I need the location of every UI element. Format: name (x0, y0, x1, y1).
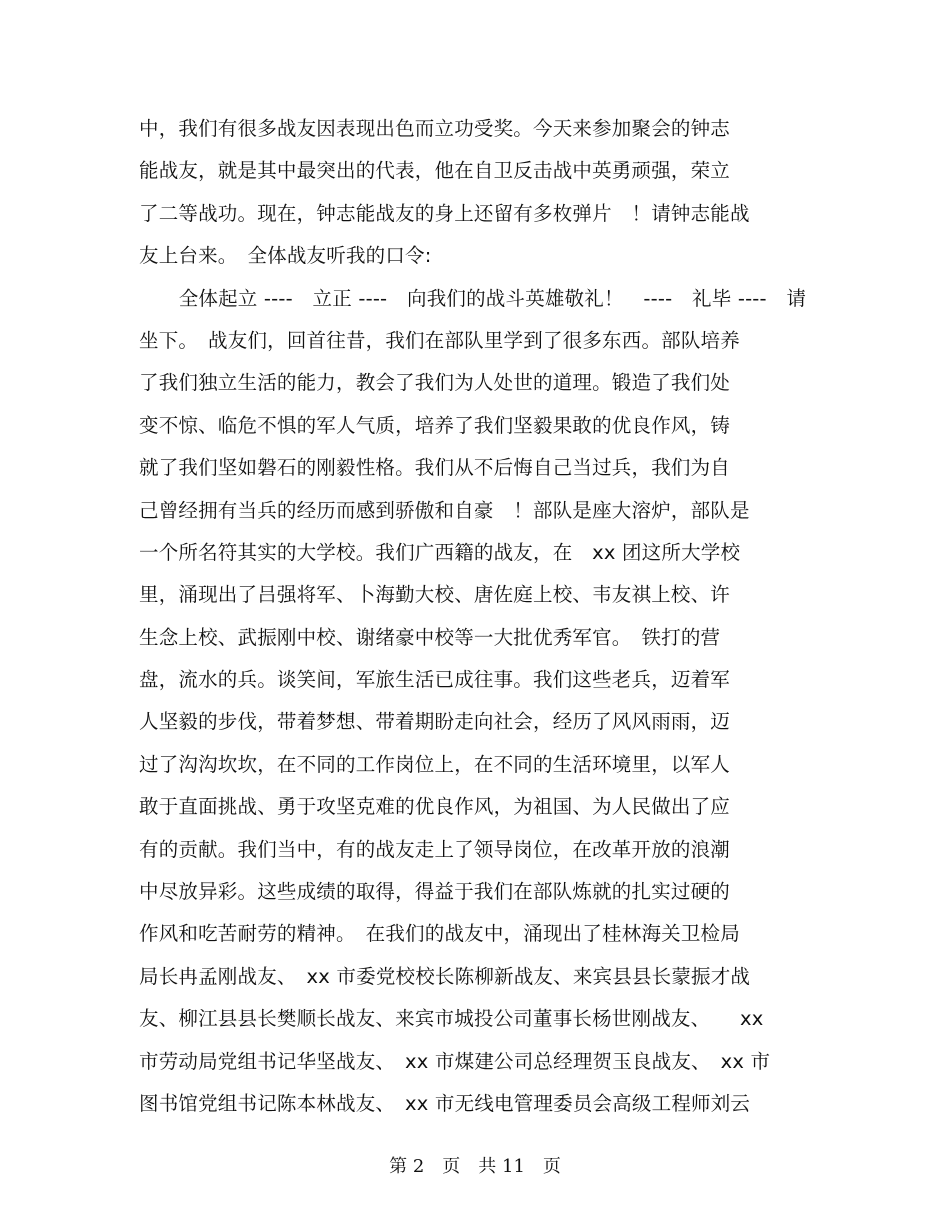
text-line: 里，涌现出了吕强将军、卜海勤大校、唐佐庭上校、韦友祺上校、许 (139, 583, 731, 607)
text-line: 友上台来。 全体战友听我的口令: (139, 244, 432, 268)
text-line: 生念上校、武振刚中校、谢绪豪中校等一大批优秀军官。 铁打的营 (139, 625, 721, 649)
page-number-footer: 第 2 页 共 11 页 (389, 1156, 561, 1177)
document-body (139, 113, 819, 1130)
text-line: 盘，流水的兵。谈笑间，军旅生活已成往事。我们这些老兵，迈着军 (139, 668, 731, 692)
text-line: 人坚毅的步伐，带着梦想、带着期盼走向社会，经历了风风雨雨，迈 (139, 710, 731, 734)
text-line: 市劳动局党组书记华坚战友、 xx 市煤建公司总经理贺玉良战友、 xx 市 (139, 1049, 771, 1073)
text-line: 坐下。 战友们，回首往昔，我们在部队里学到了很多东西。部队培养 (139, 328, 740, 352)
text-line: 友、柳江县县长樊顺长战友、来宾市城投公司董事长杨世刚战友、 xx (139, 1007, 764, 1031)
text-line: 局长冉孟刚战友、 xx 市委党校校长陈柳新战友、来宾县县长蒙振才战 (139, 964, 751, 988)
text-line: 图书馆党组书记陈本林战友、 xx 市无线电管理委员会高级工程师刘云 (139, 1091, 751, 1115)
text-line: 中尽放异彩。这些成绩的取得，得益于我们在部队炼就的扎实过硬的 (139, 880, 731, 904)
text-line: 全体起立 ---- 立正 ---- 向我们的战斗英雄敬礼！ ---- 礼毕 ---- 请 (159, 286, 807, 310)
text-line: 了我们独立生活的能力，教会了我们为人处世的道理。锻造了我们处 (139, 371, 731, 395)
text-line: 能战友，就是其中最突出的代表，他在自卫反击战中英勇顽强，荣立 (139, 159, 731, 183)
text-line: 作风和吃苦耐劳的精神。 在我们的战友中，涌现出了桂林海关卫检局 (139, 922, 740, 946)
text-line: 就了我们坚如磐石的刚毅性格。我们从不后悔自己当过兵，我们为自 (139, 456, 731, 480)
text-line: 过了沟沟坎坎，在不同的工作岗位上，在不同的生活环境里，以军人 (139, 752, 731, 776)
text-line: 一个所名符其实的大学校。我们广西籍的战友，在 xx 团这所大学校 (139, 540, 741, 564)
text-line: 敢于直面挑战、勇于攻坚克难的优良作风，为祖国、为人民做出了应 (139, 795, 731, 819)
text-line: 变不惊、临危不惧的军人气质，培养了我们坚毅果敢的优良作风，铸 (139, 413, 731, 437)
text-line: 了二等战功。现在，钟志能战友的身上还留有多枚弹片 ！请钟志能战 (139, 201, 750, 225)
text-line: 有的贡献。我们当中，有的战友走上了领导岗位，在改革开放的浪潮 (139, 837, 731, 861)
text-line: 己曾经拥有当兵的经历而感到骄傲和自豪 ！部队是座大溶炉，部队是 (139, 498, 750, 522)
text-line: 中，我们有很多战友因表现出色而立功受奖。今天来参加聚会的钟志 (139, 117, 731, 140)
